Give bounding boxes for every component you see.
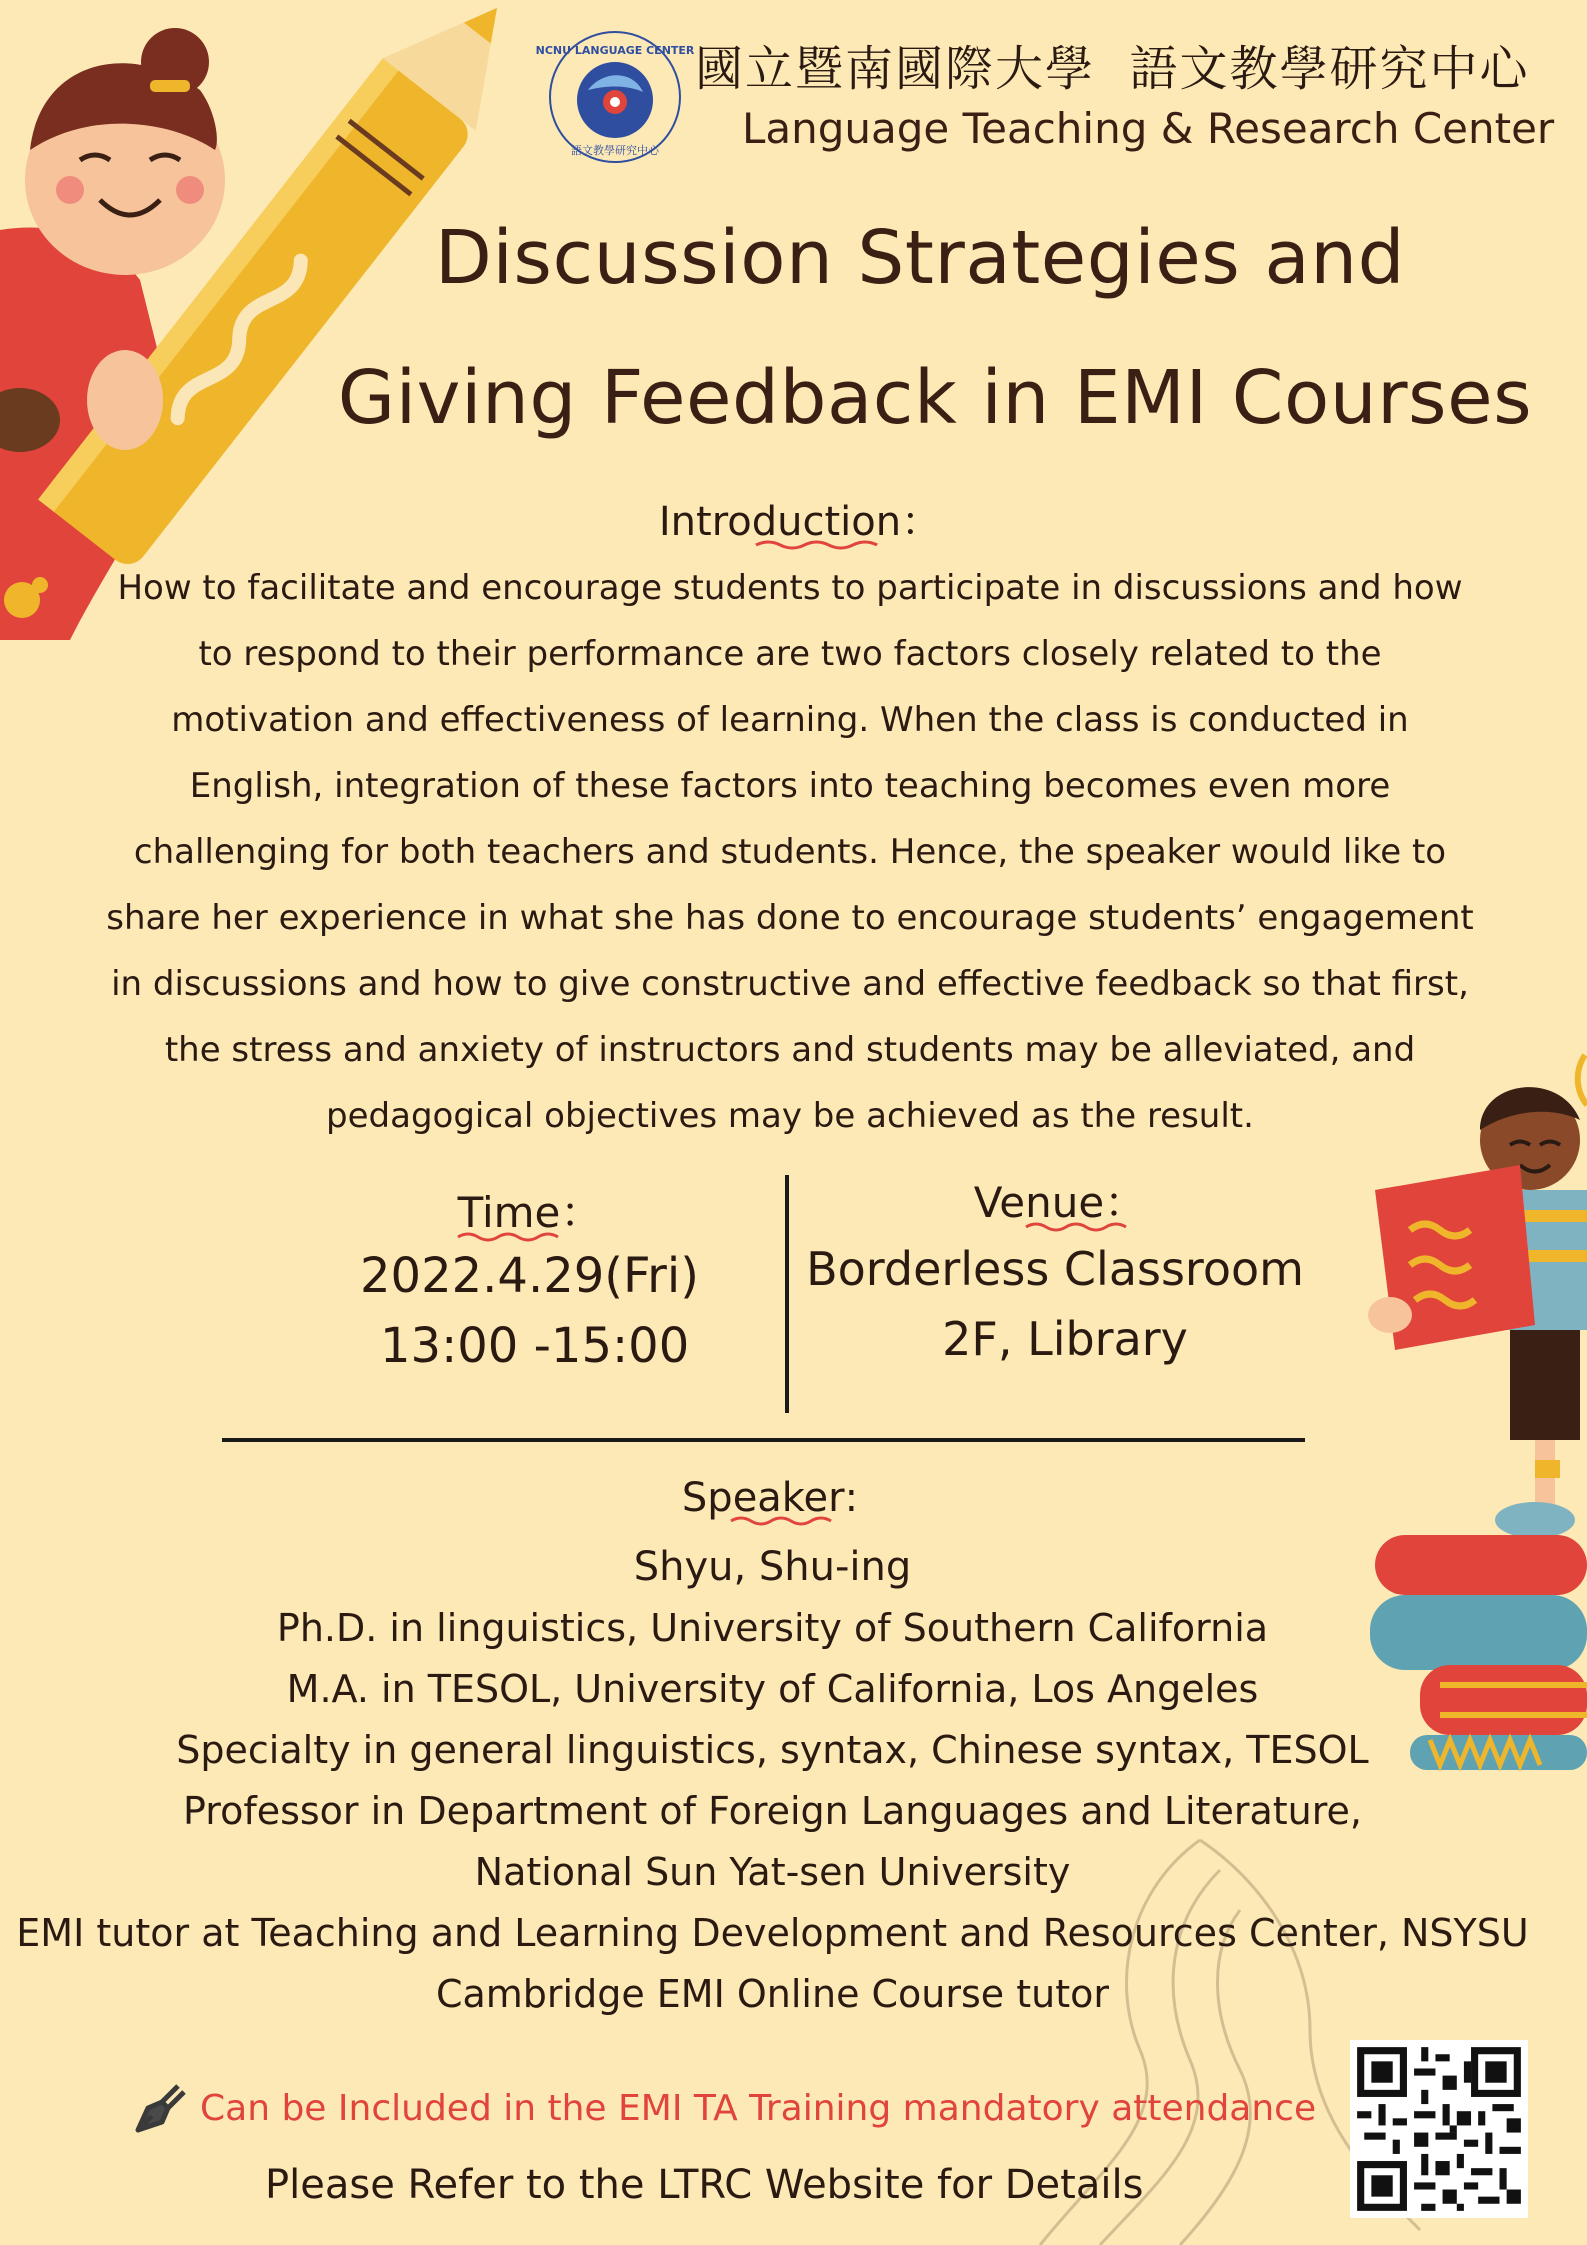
venue-colon: ：: [1104, 1178, 1147, 1227]
qr-code-icon[interactable]: [1350, 2040, 1528, 2218]
time-label-wrap: [458, 1188, 561, 1237]
footer-refer: Please Refer to the LTRC Website for Details: [265, 2162, 1144, 2208]
intro-line: How to facilitate and encourage students to participate in discussions and how: [117, 568, 1463, 608]
red-underline: [1026, 1221, 1126, 1233]
speaker-detail-line: EMI tutor at Teaching and Learning Development and Resources Center, NSYSU: [16, 1911, 1529, 1955]
intro-line: challenging for both teachers and students. Hence, the speaker would like to: [133, 832, 1447, 872]
introduction-paragraph: [90, 555, 1490, 1149]
time-label: Time: [457, 1188, 561, 1237]
speaker-name: Shyu, Shu-ing: [633, 1544, 912, 1590]
intro-line: motivation and effectiveness of learning. When the class is conducted in: [171, 700, 1409, 740]
red-underline: [458, 1231, 558, 1243]
speaker-detail-line: Ph.D. in linguistics, University of Southern California: [276, 1606, 1269, 1650]
speaker-label: Speaker: [681, 1475, 845, 1521]
introduction-colon: ：: [901, 499, 942, 545]
speaker-colon: :: [844, 1475, 859, 1521]
intro-line: pedagogical objectives may be achieved as the result.: [326, 1096, 1254, 1136]
speaker-detail-line: Professor in Department of Foreign Languages and Literature,: [183, 1789, 1362, 1833]
venue-label: Venue: [973, 1178, 1105, 1227]
speaker-label-wrap: [682, 1475, 845, 1521]
footer-notice: Can be Included in the EMI TA Training mandatory attendance: [200, 2088, 1317, 2129]
introduction-label-wrap: [659, 499, 901, 545]
logo-arc-text: NCNU LANGUAGE CENTER: [535, 44, 695, 57]
logo-sub-text: 語文教學研究中心: [571, 144, 659, 157]
red-underline: [756, 539, 877, 551]
time-date: 2022.4.29(Fri): [360, 1248, 699, 1304]
red-underline: [731, 1515, 831, 1527]
venue-line-1: Borderless Classroom: [806, 1242, 1304, 1296]
intro-line: the stress and anxiety of instructors and students may be alleviated, and: [164, 1030, 1416, 1070]
speaker-details: [0, 1537, 1545, 2025]
pen-nib-icon: [128, 2078, 190, 2140]
title-line-2: Giving Feedback in EMI Courses: [337, 355, 1533, 441]
speaker-detail-line: Specialty in general linguistics, syntax, Chinese syntax, TESOL: [176, 1728, 1369, 1772]
speaker-detail-line: National Sun Yat-sen University: [474, 1850, 1071, 1894]
venue-heading: [860, 1170, 1260, 1230]
venue-label-wrap: [974, 1178, 1104, 1227]
time-colon: ：: [560, 1188, 603, 1237]
header-chinese-name: 國立暨南國際大學 語文教學研究中心: [695, 41, 1530, 97]
speaker-detail-line: Cambridge EMI Online Course tutor: [435, 1972, 1110, 2016]
horizontal-divider: [222, 1438, 1305, 1442]
intro-line: share her experience in what she has done to encourage students’ engagement: [106, 898, 1474, 938]
header-english-name: Language Teaching & Research Center: [742, 104, 1555, 153]
intro-line: to respond to their performance are two factors closely related to the: [198, 634, 1382, 674]
intro-line: English, integration of these factors into teaching becomes even more: [189, 766, 1391, 806]
title-line-1: Discussion Strategies and: [434, 215, 1406, 301]
intro-line: in discussions and how to give constructive and effective feedback so that first,: [111, 964, 1469, 1004]
introduction-label: Introduction: [658, 499, 902, 545]
vertical-divider: [785, 1175, 789, 1413]
speaker-heading: [570, 1475, 970, 1521]
university-logo-icon: [535, 30, 695, 164]
introduction-heading: [600, 490, 1000, 547]
time-hours: 13:00 -15:00: [380, 1318, 690, 1374]
speaker-detail-line: M.A. in TESOL, University of California, Los Angeles: [286, 1667, 1259, 1711]
venue-line-2: 2F, Library: [942, 1312, 1188, 1366]
time-heading: [330, 1180, 730, 1240]
